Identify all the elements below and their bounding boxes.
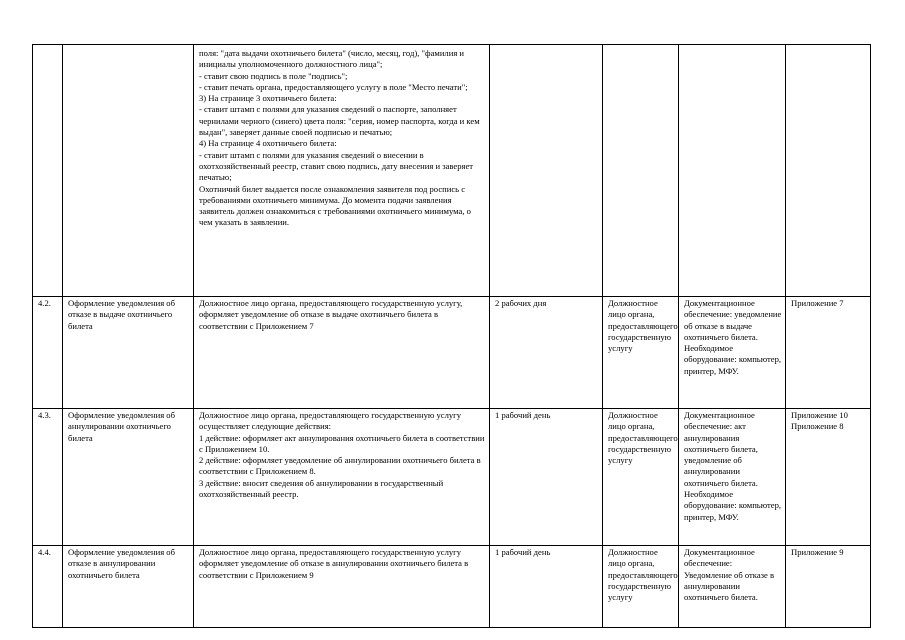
step-description-cell: Должностное лицо органа, предоставляющего государственную услугу оформляет уведомление об отказе в аннулировании охотничьего билета в соответствии с Приложением 9 — [194, 546, 490, 628]
step-description-cell: поля: "дата выдачи охотничьего билета" (число, месяц, год), "фамилия и инициалы уполномоченного должностного лица"; - ставит свою подпись в поле "подпись"; - ставит печать органа, предоставляющего услугу в поле "Место печати"; 3) На странице 3 охотничьего билета: - ставит штамп с полями для указания сведений о паспорте, заполняет чернилами черного (синего) цвета поля: "серия, номер паспорта, когда и кем выдан", заверяет данные своей подписью и печатью; 4) На странице 4 охотничьего билета: - ставит штамп с полями для указания сведений о внесении в охотхозяйственный реестр, ставит свою подпись, дату внесения и заверяет печатью; Охотничий билет выдается после ознакомления заявителя под роспись с требованиями охотничьего минимума. До момента подачи заявления заявитель должен ознакомиться с требованиями охотничьего минимума, о чем указать в заявлении. — [194, 45, 490, 297]
step-forms-cell: Приложение 10 Приложение 8 — [786, 409, 871, 546]
table-row — [33, 409, 871, 546]
step-term-cell: 1 рабочий день — [490, 546, 603, 628]
step-responsible-cell: Должностное лицо органа, предоставляющего государственную услугу — [603, 409, 679, 546]
step-name-cell: Оформление уведомления об отказе в выдаче охотничьего билета — [63, 297, 194, 409]
step-resources-cell: Документационное обеспечение: уведомление об отказе в выдаче охотничьего билета. Необходимое оборудование: компьютер, принтер, МФУ. — [679, 297, 786, 409]
step-name-cell — [63, 45, 194, 297]
table-row — [33, 297, 871, 409]
step-term-cell — [490, 45, 603, 297]
step-number-cell — [33, 45, 63, 297]
step-forms-cell: Приложение 9 — [786, 546, 871, 628]
step-forms-cell: Приложение 7 — [786, 297, 871, 409]
step-forms-cell — [786, 45, 871, 297]
step-description-cell: Должностное лицо органа, предоставляющего государственную услугу осуществляет следующие действия: 1 действие: оформляет акт аннулирования охотничьего билета в соответствии с Приложением 10. 2 действие: оформляет уведомление об аннулировании охотничьего билета в соответствии с Приложением 8. 3 действие: вносит сведения об аннулировании в государственный охотхозяйственный реестр. — [194, 409, 490, 546]
step-responsible-cell: Должностное лицо органа, предоставляющего государственную услугу — [603, 546, 679, 628]
step-description-cell: Должностное лицо органа, предоставляющего государственную услугу, оформляет уведомление об отказе в выдаче охотничьего билета в соответствии с Приложением 7 — [194, 297, 490, 409]
step-number-cell: 4.3. — [33, 409, 63, 546]
table-row — [33, 546, 871, 628]
step-responsible-cell: Должностное лицо органа, предоставляющего государственную услугу — [603, 297, 679, 409]
step-term-cell: 1 рабочий день — [490, 409, 603, 546]
step-resources-cell: Документационное обеспечение: Уведомление об отказе в аннулировании охотничьего билета. — [679, 546, 786, 628]
step-number-cell: 4.2. — [33, 297, 63, 409]
step-responsible-cell — [603, 45, 679, 297]
step-number-cell: 4.4. — [33, 546, 63, 628]
step-resources-cell — [679, 45, 786, 297]
step-term-cell: 2 рабочих дня — [490, 297, 603, 409]
step-name-cell: Оформление уведомления об отказе в аннулировании охотничьего билета — [63, 546, 194, 628]
step-name-cell: Оформление уведомления об аннулировании охотничьего билета — [63, 409, 194, 546]
step-resources-cell: Документационное обеспечение: акт аннулирования охотничьего билета, уведомление об аннулировании охотничьего билета. Необходимое оборудование: компьютер, принтер, МФУ. — [679, 409, 786, 546]
table-row — [33, 45, 871, 297]
procedure-table — [32, 44, 871, 628]
